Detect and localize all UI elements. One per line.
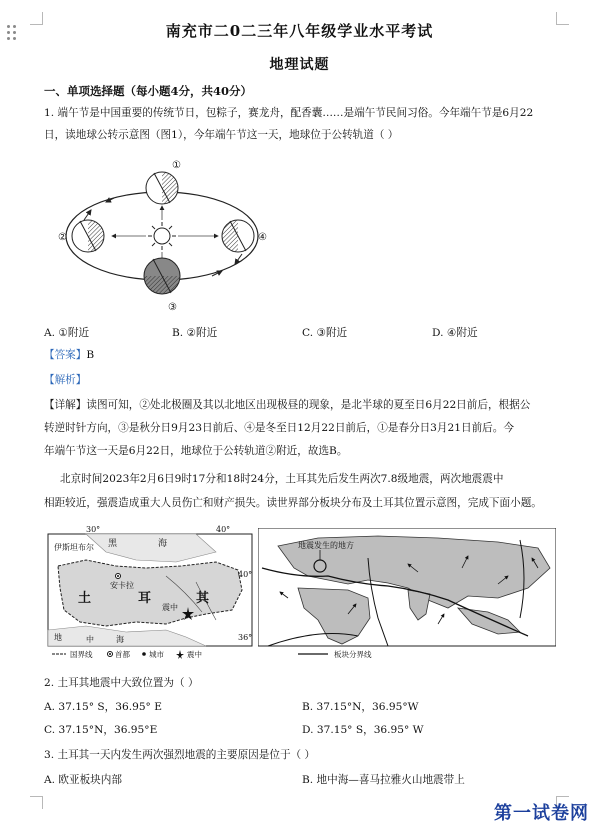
sun-icon xyxy=(148,222,176,250)
place-zhong: 中 xyxy=(86,635,94,644)
page-title: 南充市二0二三年八年级学业水平考试 xyxy=(165,22,434,40)
lat-label-30: 30° xyxy=(86,525,101,534)
question-3-stem: 3. 土耳其一天内发生两次强烈地震的主要原因是位于（ ） xyxy=(44,749,316,761)
question-2-stem: 2. 土耳其地震中大致位置为（ ） xyxy=(44,677,199,689)
q1-option-d[interactable]: D. ④附近 xyxy=(432,327,478,339)
place-hai: 海 xyxy=(116,635,124,644)
page-corner-mark xyxy=(30,796,43,809)
earthquake-location-label: 地震发生的地方 xyxy=(298,541,354,550)
detail-line1: 【详解】读图可知，②处北极圈及其以北地区出现极昼的现象，是北半球的夏至日6月22日前后，根据公 xyxy=(44,399,531,411)
turkey-map xyxy=(46,522,256,660)
world-plates-map xyxy=(258,528,556,658)
place-qi: 其 xyxy=(196,591,210,606)
q2-option-d[interactable]: D. 37.15° S，36.95° W xyxy=(302,724,424,736)
passage-line1: 北京时间2023年2月6日9时17分和18时24分，土耳其先后发生两次7.8级地震，两次地震震中 xyxy=(60,473,504,485)
q3-option-a[interactable]: A. 欧亚板块内部 xyxy=(44,774,122,786)
earth-position-2 xyxy=(72,220,104,252)
q1-option-a[interactable]: A. ①附近 xyxy=(44,327,90,339)
place-black: 黑 xyxy=(108,539,118,549)
lat-label-36: 36° xyxy=(238,633,253,642)
legend-city: 城市 xyxy=(149,650,164,659)
q3-option-b[interactable]: B. 地中海—喜马拉雅火山地震带上 xyxy=(302,774,465,786)
answer-tag: 【答案】 xyxy=(44,349,87,361)
answer-value: B xyxy=(86,349,95,361)
lat-label-40-side: 40° xyxy=(238,570,253,579)
lat-label-40-top: 40° xyxy=(216,525,231,534)
q1-option-c[interactable]: C. ③附近 xyxy=(302,327,348,339)
analysis-tag: 【解析】 xyxy=(44,374,87,386)
detail-line2: 转逆时针方向，③是秋分日9月23日前后、④是冬至日12月22日前后，①是春分日3月21日前后。今 xyxy=(44,422,514,434)
place-di: 地 xyxy=(54,633,62,642)
place-ankara: 安卡拉 xyxy=(110,581,134,590)
q2-option-a[interactable]: A. 37.15° S，36.95° E xyxy=(44,701,162,713)
q2-option-c[interactable]: C. 37.15°N，36.95°E xyxy=(44,724,158,736)
place-er: 耳 xyxy=(138,591,152,606)
legend-capital: 首都 xyxy=(115,650,130,659)
orbit-label-3: ③ xyxy=(168,302,177,313)
answer-line xyxy=(44,348,564,362)
legend-plate-boundary: 板块分界线 xyxy=(334,650,372,658)
legend-border: 国界线 xyxy=(70,650,93,659)
orbit-label-2: ② xyxy=(58,232,67,243)
earth-position-1 xyxy=(146,172,178,204)
q2-option-b[interactable]: B. 37.15°N，36.95°W xyxy=(302,701,419,713)
legend-epicenter: 震中 xyxy=(187,650,202,659)
question-1-stem-line2: 日，读地球公转示意图（图1），今年端午节这一天，地球位于公转轨道（ ） xyxy=(44,129,399,141)
orbit-arrow xyxy=(84,210,91,220)
place-sea: 海 xyxy=(158,539,168,549)
site-watermark: 第一试卷网 xyxy=(494,803,589,824)
page-subtitle: 地理试题 xyxy=(269,57,330,73)
earth-position-4 xyxy=(222,220,254,252)
earth-position-3 xyxy=(144,258,180,294)
orbit-label-1: ① xyxy=(172,160,181,171)
q1-option-b[interactable]: B. ②附近 xyxy=(172,327,218,339)
place-tu: 土 xyxy=(78,591,92,606)
detail-line3: 年端午节这一天是6月22日，地球位于公转轨道②附近，故选B。 xyxy=(44,445,348,457)
section-heading: 一、单项选择题（每小题4分，共40分） xyxy=(44,84,253,98)
earth-orbit-diagram xyxy=(44,158,284,318)
place-epicenter: 震中 xyxy=(162,603,178,612)
question-1-stem-line1: 1. 端午节是中国重要的传统节日，包粽子，赛龙舟，配香囊……是端午节民间习俗。今年端午节是6月22 xyxy=(44,107,534,119)
passage-line2: 相距较近，强震造成重大人员伤亡和财产损失。读世界部分板块分布及土耳其位置示意图，完成下面小题。 xyxy=(44,497,542,509)
place-istanbul: 伊斯坦布尔 xyxy=(54,543,94,552)
orbit-label-4: ④ xyxy=(258,232,267,243)
